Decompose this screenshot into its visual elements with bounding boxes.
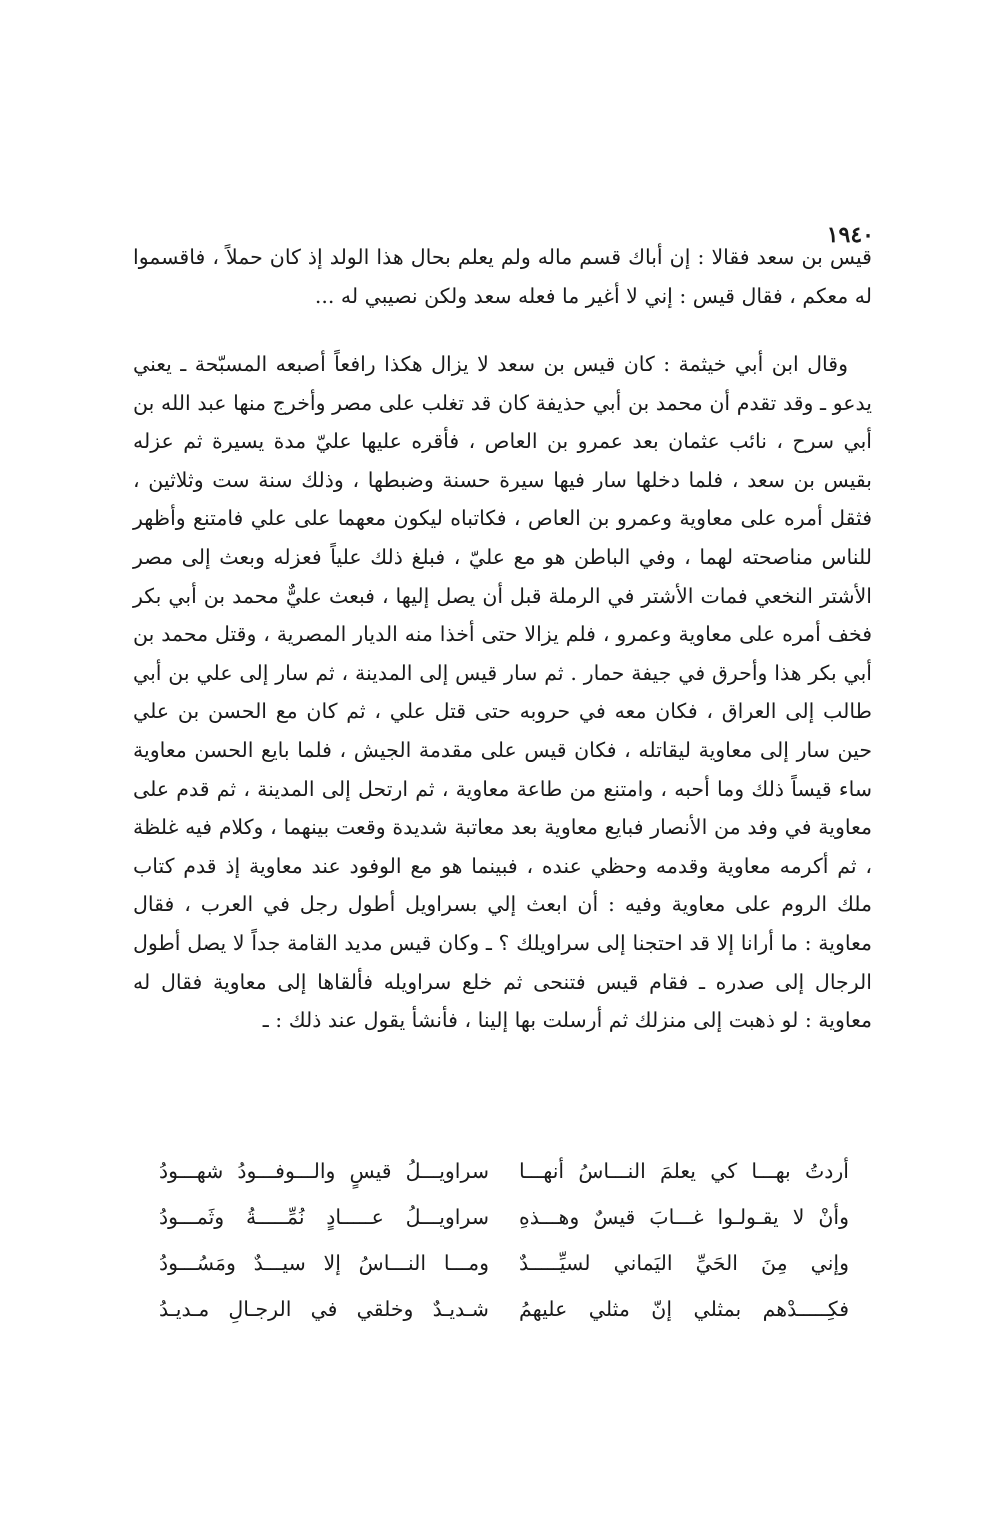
poem-verse: [159, 1194, 849, 1240]
paragraph-main: [133, 345, 872, 1040]
poem: [159, 1148, 849, 1332]
verse-second-hemistich: ومـــا النـــاسُ إلا سيـــدٌ ومَسُـــودُ: [159, 1251, 489, 1275]
paragraph-continuation: [133, 238, 872, 315]
verse-first-hemistich: وأنْ لا يقـولـوا غـــابَ قيسٌ وهـــذهِ: [519, 1205, 849, 1229]
verse-first-hemistich: أردتُ بهـــا كي يعلمَ النـــاسُ أنهـــا: [519, 1159, 849, 1183]
paragraph-text: قيس بن سعد فقالا : إن أباك قسم ماله ولم يعلم بحال هذا الولد إذ كان حملاً ، فاقسموا له معكم ، فقال قيس : إني لا أغير ما فعله سعد ولكن نصيبي له ...: [133, 245, 872, 308]
poem-verse: [159, 1240, 849, 1286]
page-number: ١٩٤٠: [826, 222, 874, 248]
verse-first-hemistich: وإني مِنَ الحَيِّ اليَماني لسيِّـــــدٌ: [519, 1251, 849, 1275]
verse-second-hemistich: شـديـدٌ وخلقي في الرجـالِ مـديـدُ: [159, 1297, 489, 1321]
poem-verse: [159, 1286, 849, 1332]
verse-second-hemistich: سراويـــلُ قيسٍ والـــوفـــودُ شهـــودُ: [159, 1159, 489, 1183]
paragraph-text: وقال ابن أبي خيثمة : كان قيس بن سعد لا يزال هكذا رافعاً أصبعه المسبّحة ـ يعني يدعو ـ وقد تقدم أن محمد بن أبي حذيفة كان قد تغلب على مصر وأخرج منها عبد الله بن أبي سرح ، نائب عثمان بعد عمرو بن العاص ، فأقره عليها عليّ مدة يسيرة ثم عزله بقيس بن سعد ، فلما دخلها سار فيها سيرة حسنة وضبطها ، وذلك سنة ست وثلاثين ، فثقل أمره على معاوية وعمرو بن العاص ، فكاتباه ليكون معهما على علي فامتنع وأظهر للناس مناصحته لهما ، وفي الباطن هو مع عليّ ، فبلغ ذلك علياً فعزله وبعث إلى مصر الأشتر النخعي فمات الأشتر في الرملة قبل أن يصل إليها ، فبعث عليٌّ محمد بن أبي بكر فخف أمره على معاوية وعمرو ، فلم يزالا حتى أخذا منه الديار المصرية ، وقتل محمد بن أبي بكر هذا وأحرق في جيفة حمار . ثم سار قيس إلى المدينة ، ثم سار إلى علي بن أبي طالب إلى العراق ، فكان معه في حروبه حتى قتل علي ، ثم كان مع الحسن بن علي حين سار إلى معاوية ليقاتله ، فكان قيس على مقدمة الجيش ، فلما بايع الحسن معاوية ساء قيساً ذلك وما أحبه ، وامتنع من طاعة معاوية ، ثم ارتحل إلى المدينة ، ثم قدم على معاوية في وفد من الأنصار فبايع معاوية بعد معاتبة شديدة وقعت بينهما ، وكلام فيه غلظة ، ثم أكرمه معاوية وقدمه وحظي عنده ، فبينما هو مع الوفود عند معاوية إذ قدم كتاب ملك الروم على معاوية وفيه : أن ابعث إلي بسراويل أطول رجل في العرب ، فقال معاوية : ما أرانا إلا قد احتجنا إلى سراويلك ؟ ـ وكان قيس مديد القامة جداً لا يصل أطول الرجال إلى صدره ـ فقام قيس فتنحى ثم خلع سراويله فألقاها إلى معاوية فقال له معاوية : لو ذهبت إلى منزلك ثم أرسلت بها إلينا ، فأنشأ يقول عند ذلك : ـ: [133, 352, 872, 1033]
poem-verse: [159, 1148, 849, 1194]
verse-first-hemistich: فكِـــــدْهم بمثلي إنّ مثلي عليهمُ: [519, 1297, 849, 1321]
verse-second-hemistich: سراويـــلُ عـــــادٍ نُمِّـــــةُ وثَمـــودُ: [159, 1205, 489, 1229]
